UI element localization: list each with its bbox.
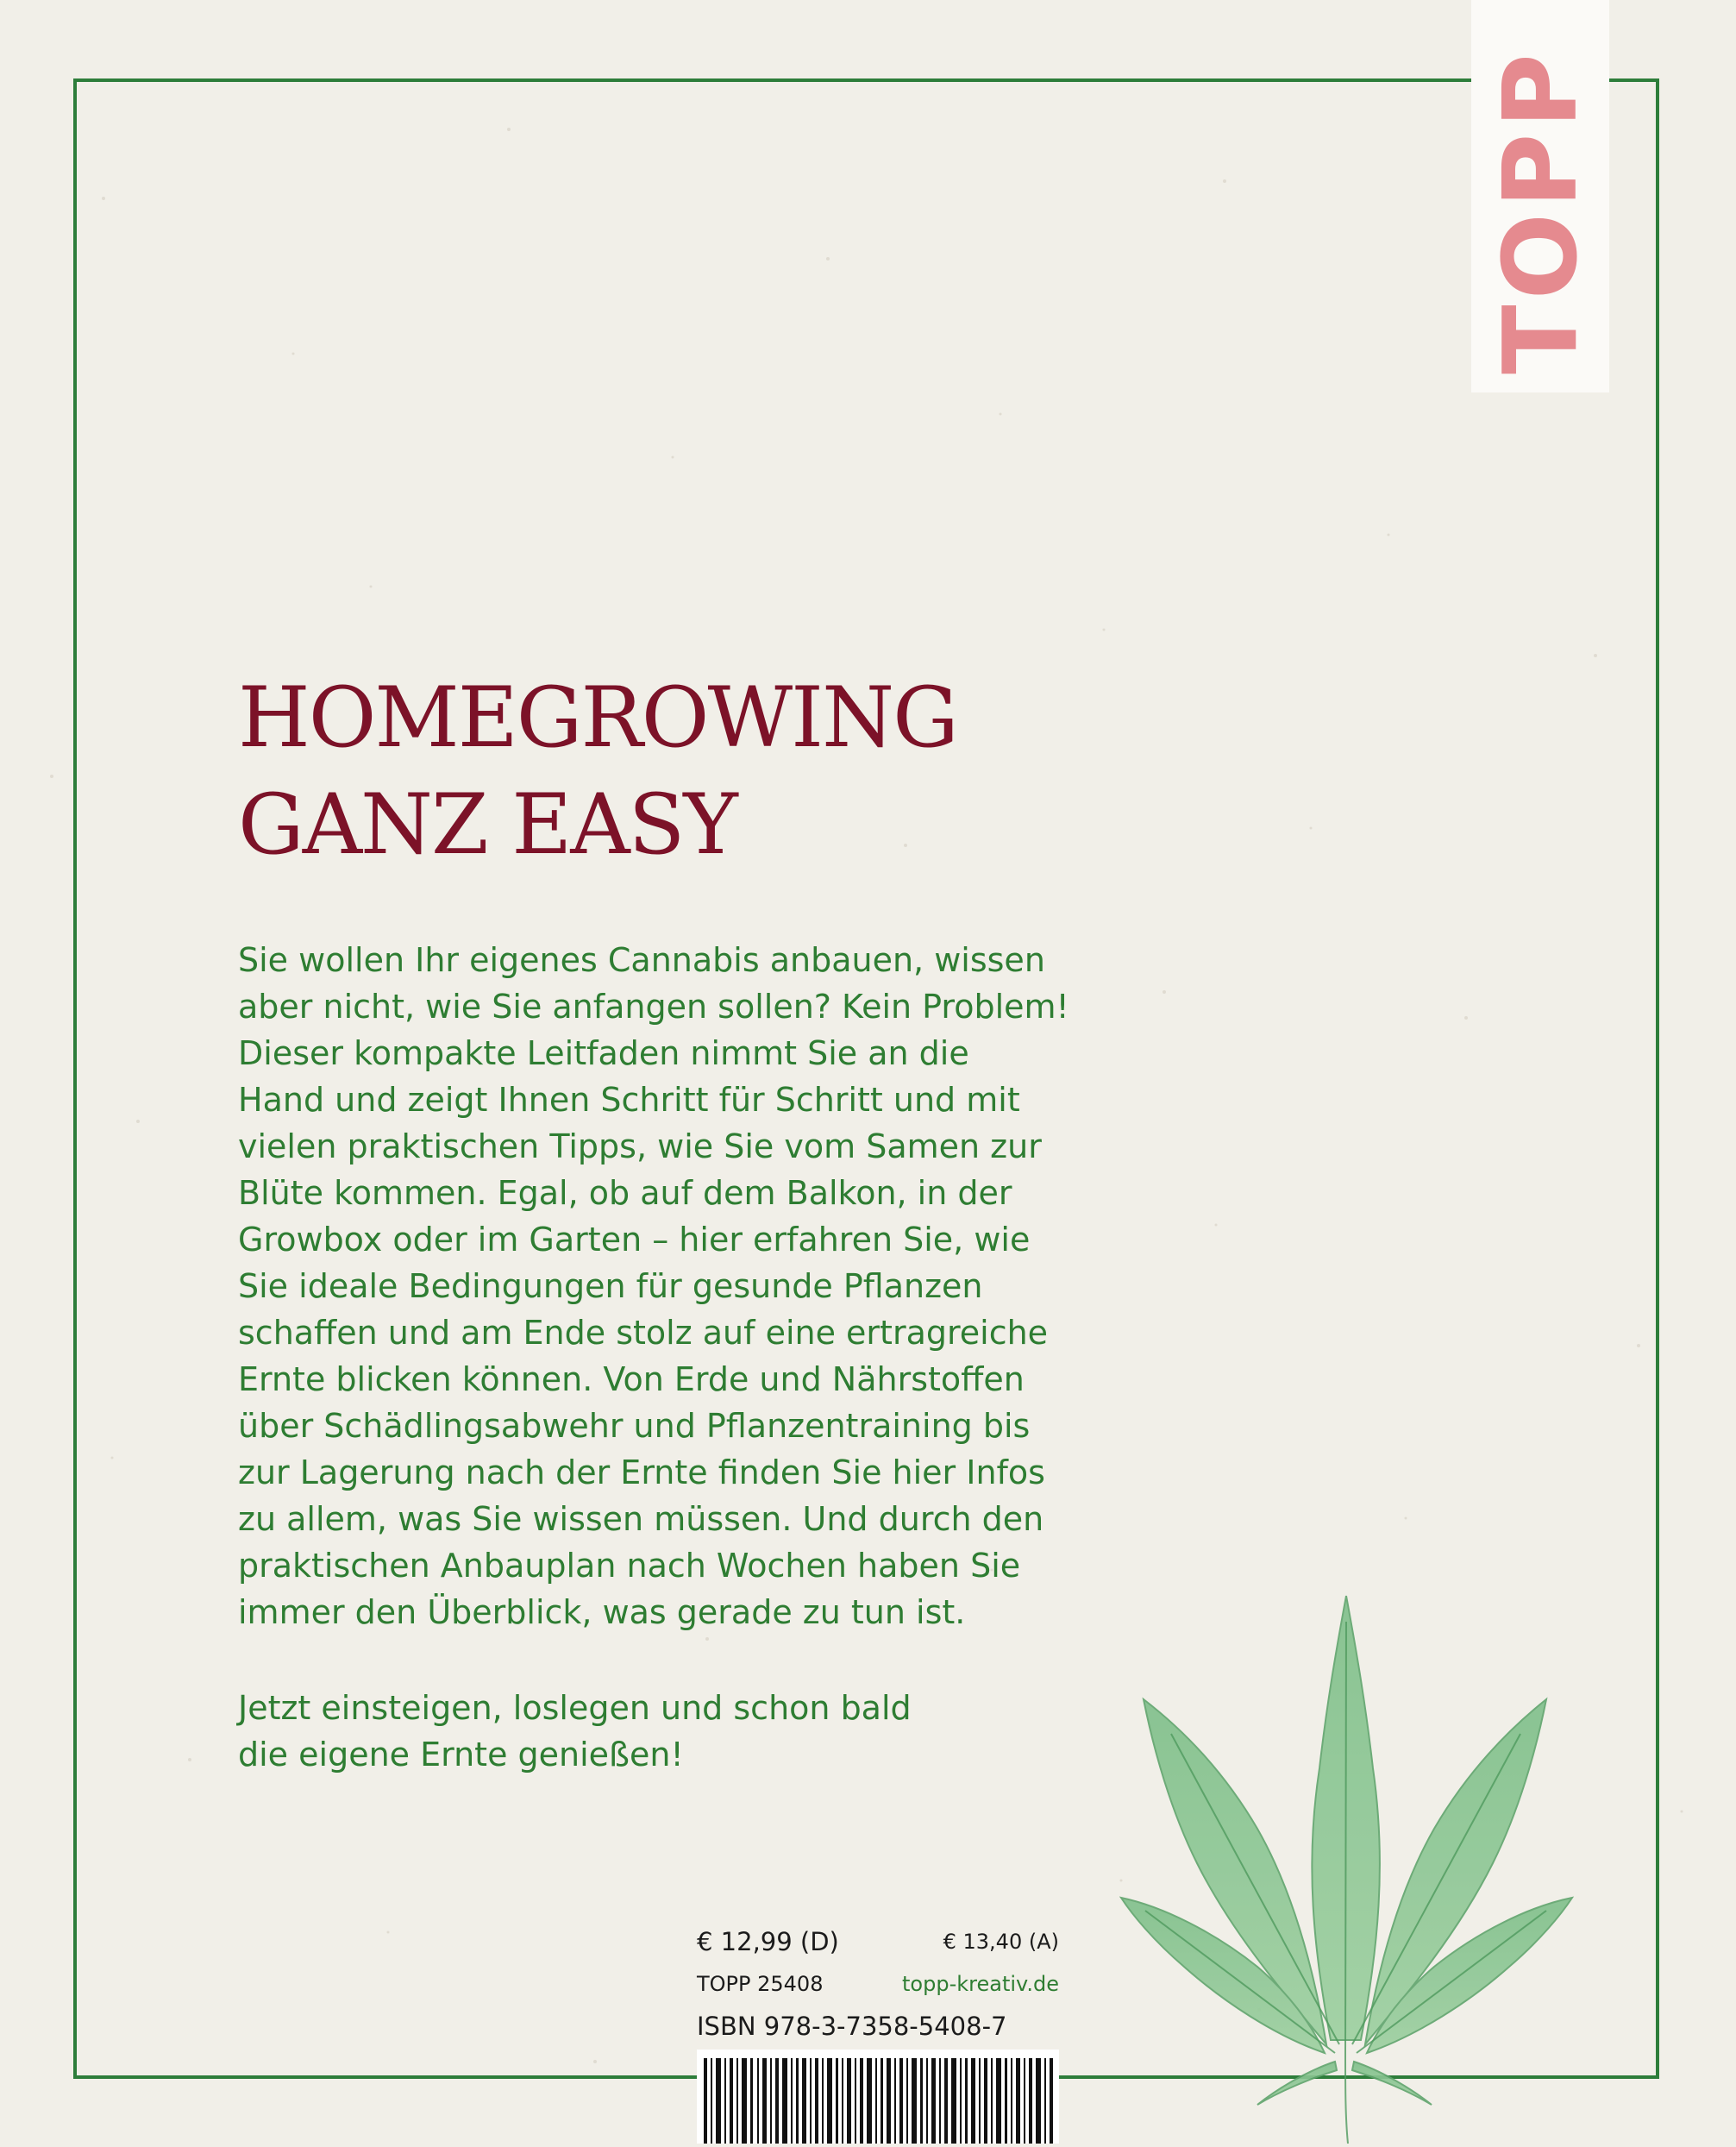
- description-line: zu allem, was Sie wissen müssen. Und durch den: [238, 1500, 1044, 1538]
- description-line: über Schädlingsabwehr und Pflanzentraining bis: [238, 1407, 1031, 1445]
- description-line: Dieser kompakte Leitfaden nimmt Sie an die: [238, 1034, 969, 1072]
- description-line: immer den Überblick, was gerade zu tun ist.: [238, 1593, 966, 1631]
- description-line: schaffen und am Ende stolz auf eine ertragreiche: [238, 1314, 1049, 1352]
- barcode: [697, 2050, 1059, 2144]
- description-line: Ernte blicken können. Von Erde und Nährstoffen: [238, 1360, 1025, 1398]
- barcode-bars: [697, 2050, 1059, 2144]
- price-germany: € 12,99 (D): [697, 1927, 839, 1956]
- book-title: [238, 664, 957, 878]
- title-line-2: GANZ EASY: [238, 776, 736, 873]
- description-line: praktischen Anbauplan nach Wochen haben Sie: [238, 1547, 1021, 1585]
- closing-line-2: die eigene Ernte genießen!: [238, 1736, 684, 1773]
- description-line: zur Lagerung nach der Ernte finden Sie hier Infos: [238, 1453, 1045, 1491]
- publisher-website-link[interactable]: topp-kreativ.de: [902, 1972, 1059, 1996]
- cannabis-leaf-illustration: [1119, 1587, 1620, 2144]
- description-line: Hand und zeigt Ihnen Schritt für Schritt und mit: [238, 1081, 1020, 1119]
- description-line: vielen praktischen Tipps, wie Sie vom Samen zur: [238, 1127, 1042, 1165]
- closing-paragraph: [238, 1685, 912, 1778]
- closing-line-1: Jetzt einsteigen, loslegen und schon bald: [238, 1689, 912, 1727]
- description-line: Sie wollen Ihr eigenes Cannabis anbauen, wissen: [238, 941, 1045, 979]
- description-line: Blüte kommen. Egal, ob auf dem Balkon, in der: [238, 1174, 1012, 1212]
- item-number: TOPP 25408: [697, 1972, 824, 1996]
- description-line: Sie ideale Bedingungen für gesunde Pflanzen: [238, 1267, 983, 1305]
- title-line-1: HOMEGROWING: [238, 669, 957, 766]
- description-paragraph: [238, 937, 1135, 1635]
- publisher-logo: TOPP: [1481, 48, 1600, 374]
- price-info-block: [697, 1927, 1059, 2054]
- price-austria: € 13,40 (A): [943, 1930, 1059, 1954]
- description-line: Growbox oder im Garten – hier erfahren Sie, wie: [238, 1221, 1031, 1259]
- description-line: aber nicht, wie Sie anfangen sollen? Kein Problem!: [238, 988, 1069, 1026]
- isbn-number: ISBN 978-3-7358-5408-7: [697, 2012, 1007, 2041]
